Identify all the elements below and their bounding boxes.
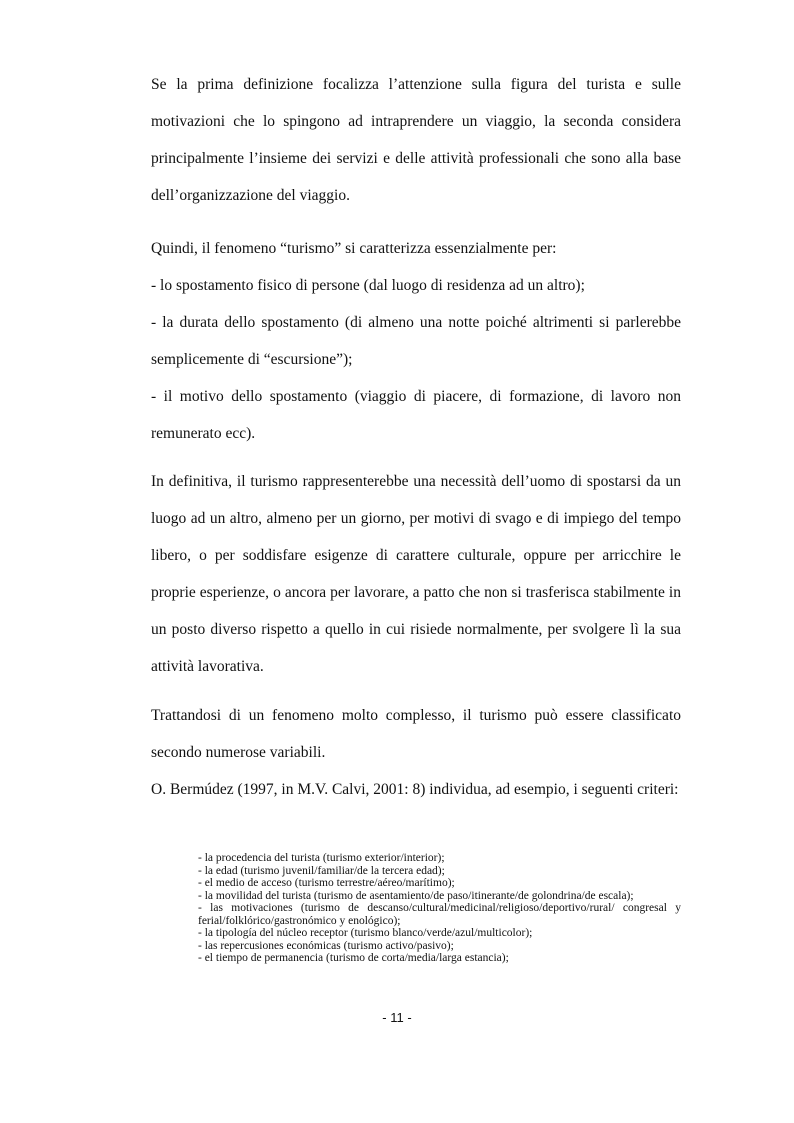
criteria-item: - la procedencia del turista (turismo exterior/interior); [198, 852, 445, 864]
criteria-item: - el tiempo de permanencia (turismo de corta/media/larga estancia); [198, 952, 509, 964]
paragraph-text: In definitiva, il turismo rappresenterebbe una necessità dell’uomo di spostarsi da un luogo ad un altro, almeno per un giorno, per motivi di svago e di impiego del tempo libero, o per soddisfare esigenze di carattere culturale, oppure per arricchire le proprie esperienze, o ancora per lavorare, a patto che non si trasferisca stabilmente in un posto diverso rispetto a quello in cui risiede normalmente, per svolgere lì la sua attività lavorativa. [151, 473, 681, 675]
criteria-item: - las motivaciones (turismo de descanso/cultural/medicinal/religioso/deportivo/rural/ congresal y ferial/folklórico/gastronómico y enológico); [198, 902, 681, 927]
list-item: - lo spostamento fisico di persone (dal luogo di residenza ad un altro); [151, 277, 585, 294]
paragraph-characteristics [151, 230, 681, 452]
list-item: - la durata dello spostamento (di almeno una notte poiché altrimenti si parlerebbe semplicemente di “escursione”); [151, 314, 681, 368]
paragraph-classification [151, 697, 681, 808]
criteria-item: - las repercusiones económicas (turismo activo/pasivo); [198, 939, 454, 952]
criteria-item: - la tipología del núcleo receptor (turismo blanco/verde/azul/multicolor); [198, 927, 533, 939]
paragraph-definitions [151, 66, 681, 214]
page-number: - 11 - [382, 1010, 412, 1025]
paragraph-text: Se la prima definizione focalizza l’attenzione sulla figura del turista e sulle motivazioni che lo spingono ad intraprendere un viaggio, la seconda considera principalmente l’insieme dei servizi e delle attività professionali che sono alla base dell’organizzazione del viaggio. [151, 76, 681, 204]
paragraph-intro: Quindi, il fenomeno “turismo” si caratterizza essenzialmente per: [151, 240, 557, 257]
criteria-item: - el medio de acceso (turismo terrestre/aéreo/marítimo); [198, 877, 455, 889]
paragraph-text: Trattandosi di un fenomeno molto complesso, il turismo può essere classificato secondo numerose variabili. [151, 707, 681, 761]
list-item: - il motivo dello spostamento (viaggio di piacere, di formazione, di lavoro non remunerato ecc). [151, 388, 681, 442]
paragraph-text: O. Bermúdez (1997, in M.V. Calvi, 2001: 8) individua, ad esempio, i seguenti criteri: [151, 781, 679, 798]
paragraph-conclusion [151, 463, 681, 685]
criteria-quote [198, 852, 681, 965]
criteria-item: - la edad (turismo juvenil/familiar/de la tercera edad); [198, 864, 445, 877]
criteria-item: - la movilidad del turista (turismo de asentamiento/de paso/itinerante/de golondrina/de escala); [198, 889, 634, 902]
